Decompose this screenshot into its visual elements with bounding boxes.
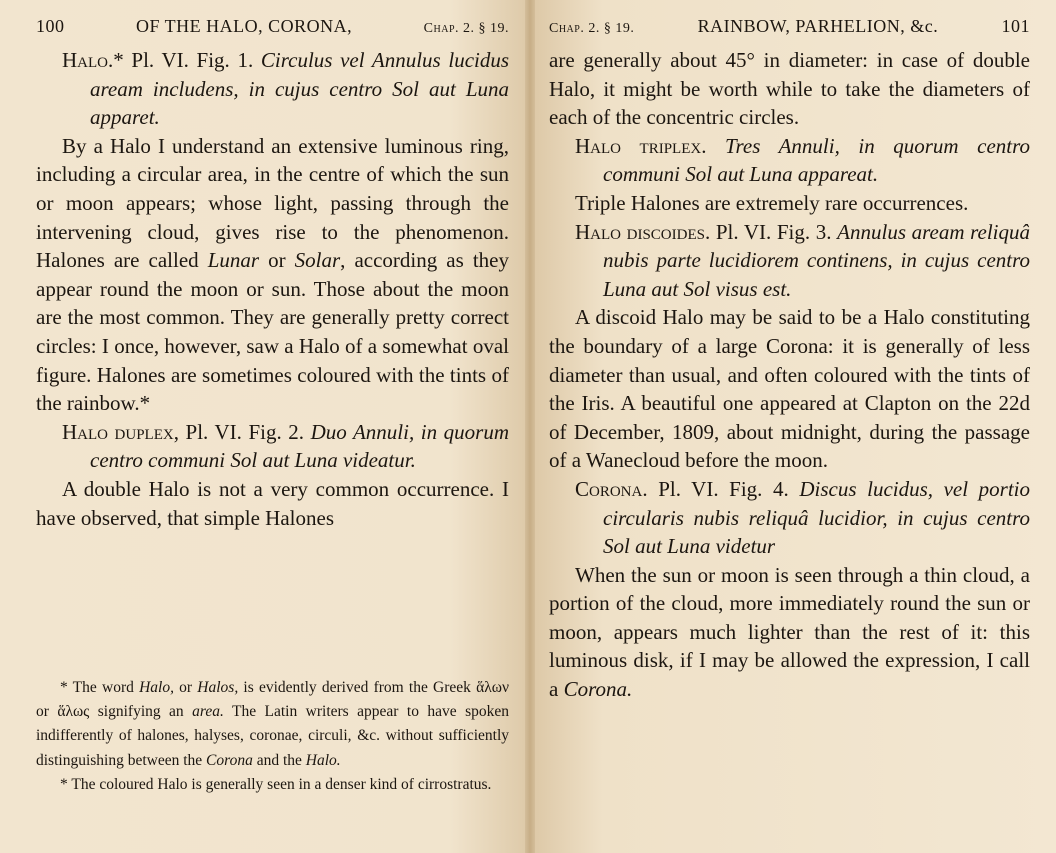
right-running-chapter: Chap. 2. § 19. <box>549 21 635 36</box>
halo-latin: Circulus vel Annulus lucidus aream includens, in cujus centro Sol aut Luna apparet. <box>90 48 510 130</box>
left-body <box>36 46 509 532</box>
footnote-1-text-a: * The word <box>60 679 140 696</box>
halo-duplex-heading <box>36 418 509 475</box>
corona-latin: Discus lucidus, vel portio circularis nubis reliquâ lucidior, in cujus centro Sol aut Luna videtur <box>603 476 1031 559</box>
left-running-chapter: Chap. 2. § 19. <box>423 21 509 36</box>
halo-text-2: , according as they appear round the moon or sun. Those about the moon are the most common. They are generally pretty correct circles: I once, however, saw a Halo of a somewhat oval figure. Halones are sometimes coloured with the tints of the rainbow.* <box>36 248 509 416</box>
halo-figure-ref: Pl. VI. Fig. 1. <box>131 48 254 72</box>
term-solar: Solar <box>294 248 341 273</box>
halo-text-or: or <box>259 248 295 273</box>
left-page-number: 100 <box>36 16 65 36</box>
footnote-1-term-area: area. <box>192 703 224 721</box>
right-page-number: 101 <box>1001 16 1030 36</box>
right-page <box>529 0 1056 853</box>
left-running-title: OF THE HALO, CORONA, <box>135 16 353 36</box>
halo-discoides-heading <box>549 218 1030 304</box>
right-running-title: RAINBOW, PARHELION, &c. <box>697 16 939 36</box>
footnotes <box>36 676 509 797</box>
footnote-1-term-halo: Halo, <box>139 679 174 696</box>
right-running-head <box>549 6 1030 46</box>
term-corona: Corona. <box>563 677 633 702</box>
halo-duplex-name: Halo duplex, <box>62 419 179 444</box>
footnote-1-text-b: or <box>173 679 198 696</box>
halo-duplex-paragraph: A double Halo is not a very common occurrence. I have observed, that simple Halones <box>36 476 509 530</box>
left-running-head <box>36 6 509 46</box>
halo-paragraph <box>36 132 509 418</box>
halo-triplex-paragraph: Triple Halones are extremely rare occurrences. <box>575 190 969 215</box>
term-lunar: Lunar <box>207 248 260 273</box>
halo-duplex-latin: Duo Annuli, in quorum centro communi Sol aut Luna videatur. <box>90 419 509 473</box>
footnote-1 <box>36 676 509 773</box>
halo-triplex-heading <box>549 132 1030 189</box>
halo-discoides-name: Halo discoides. <box>575 219 711 244</box>
halo-triplex-name: Halo triplex. <box>575 133 707 158</box>
footnote-1-term-halos: Halos, <box>197 679 239 696</box>
footnote-1-term-corona: Corona <box>206 751 253 769</box>
halo-discoides-paragraph: A discoid Halo may be said to be a Halo constituting the boundary of a large Corona: it is generally of less diameter than usual, and often coloured with the tints of the Iris. A beautiful one appeared at Clapton on the 22d of December, 1809, about midnight, during the passage of a Wanecloud before the moon. <box>549 305 1030 473</box>
halo-heading <box>36 46 509 132</box>
halo-discoides-figure-ref: Pl. VI. Fig. 3. <box>715 219 832 244</box>
footnote-1-text-c: is evidently derived from the Greek ἅλων or ἅλως signifying an <box>36 679 509 721</box>
corona-paragraph <box>549 561 1030 704</box>
halo-text-1: By a Halo I understand an extensive luminous ring, including a circular area, in the centre of which the sun or moon appears; whose light, passing through the intervening cloud, gives rise to the phenomenon. Halones are called <box>36 133 509 273</box>
halo-name: Halo.* <box>62 48 124 72</box>
corona-text: When the sun or moon is seen through a thin cloud, a portion of the cloud, more immediately round the sun or moon, appears much lighter than the rest of it: this luminous disk, if I may be allowed the expression, I call a <box>549 562 1030 702</box>
halo-duplex-figure-ref: Pl. VI. Fig. 2. <box>185 419 305 444</box>
footnote-2: * The coloured Halo is generally seen in a denser kind of cirrostratus. <box>60 775 492 793</box>
footnote-1-text-e: and the <box>252 751 306 769</box>
book-gutter <box>525 0 535 853</box>
corona-figure-ref: Pl. VI. Fig. 4. <box>658 476 789 501</box>
corona-heading <box>549 475 1030 561</box>
continued-paragraph: are generally about 45° in diameter: in case of double Halo, it might be worth while to take the diameters of each of the concentric circles. <box>549 48 1030 130</box>
halo-discoides-latin: Annulus aream reliquâ nubis parte lucidiorem continens, in cujus centro Luna aut Sol visus est. <box>603 219 1030 301</box>
right-body <box>549 46 1030 704</box>
footnote-1-term-halo-2: Halo. <box>305 751 341 769</box>
corona-name: Corona. <box>575 476 648 501</box>
halo-triplex-latin: Tres Annuli, in quorum centro communi Sol aut Luna appareat. <box>603 133 1030 187</box>
footnote-1-text-d: The Latin writers appear to have spoken indifferently of halones, halyses, coronae, circuli, &c. without sufficiently distinguishing between the <box>36 703 509 769</box>
